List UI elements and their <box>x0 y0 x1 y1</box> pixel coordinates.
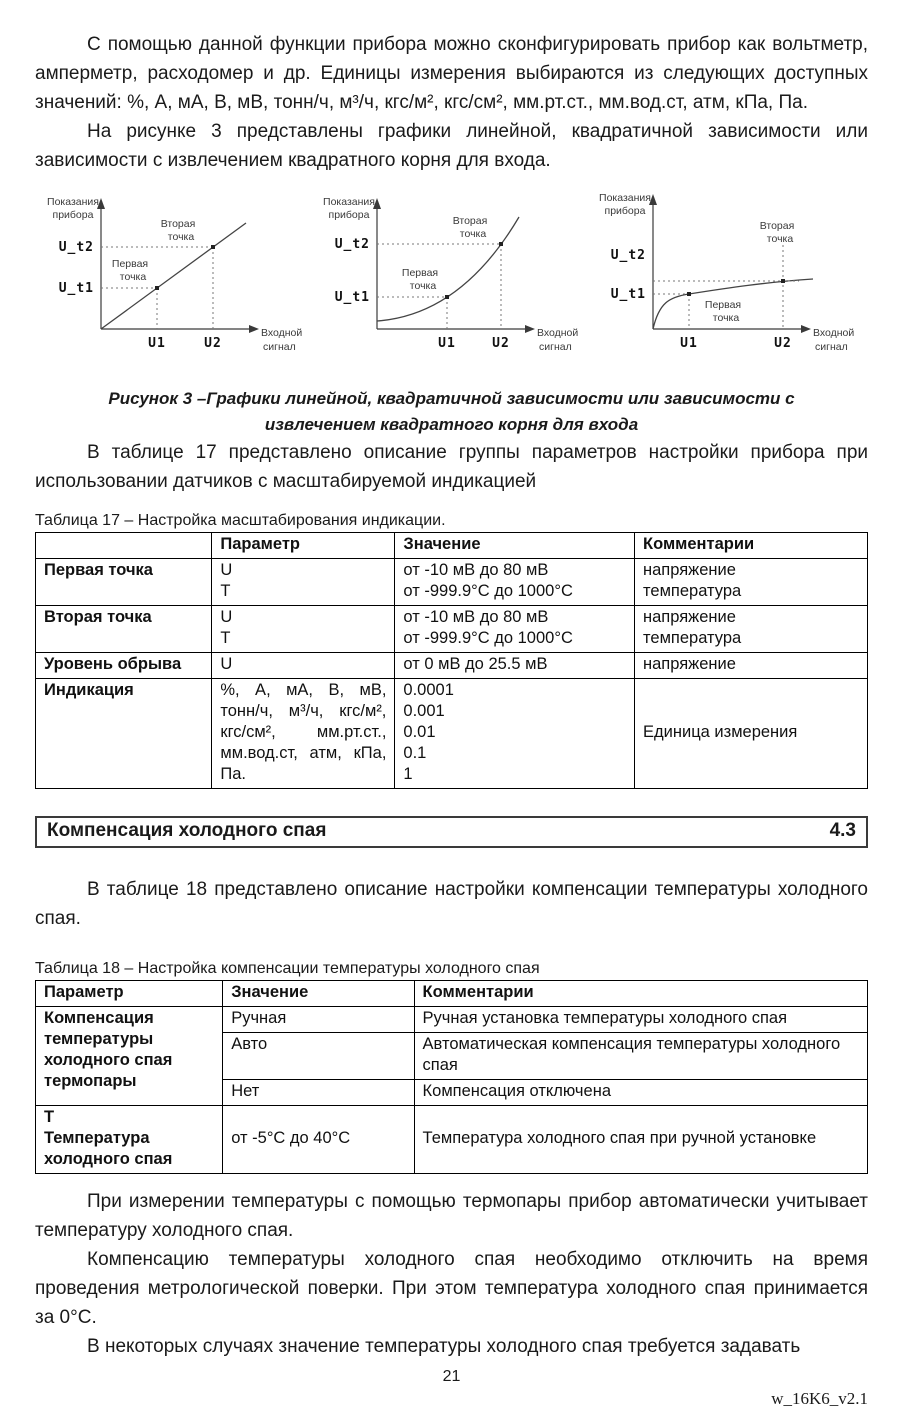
header-cell-value: Значение <box>395 533 635 559</box>
second-point-marker <box>211 245 215 249</box>
svg-text:сигнал: сигнал <box>262 341 296 353</box>
header-cell-empty <box>36 533 212 559</box>
cell-comment: напряжение <box>635 653 868 679</box>
quadratic-curve <box>377 217 519 321</box>
x-axis-arrow-icon <box>525 325 535 333</box>
first-point-label: Первая <box>111 258 148 270</box>
seg-u2: U2 <box>203 336 222 351</box>
svg-text:прибора: прибора <box>52 209 93 221</box>
header-cell-param: Параметр <box>36 981 223 1007</box>
second-point-marker <box>499 242 503 246</box>
section-header-4-3 <box>35 816 868 848</box>
svg-text:прибора: прибора <box>604 205 645 217</box>
table-row <box>36 1106 868 1174</box>
section-number: 4.3 <box>829 820 856 841</box>
cell-comment: Компенсация отключена <box>414 1080 867 1106</box>
cell-name: Вторая точка <box>36 606 212 653</box>
page-number: 21 <box>442 1368 461 1385</box>
y-axis-label: Показания <box>46 196 99 208</box>
figure-caption: Рисунок 3 –Графики линейной, квадратичной зависимости или зависимости с извлечением квадратного корня для входа <box>108 389 795 434</box>
svg-text:точка: точка <box>119 271 146 283</box>
seg-u-t2: U_t2 <box>58 240 94 255</box>
x-axis-arrow-icon <box>249 325 259 333</box>
second-point-label: Вторая <box>160 218 195 230</box>
cell-value: от -10 мВ до 80 мВ от -999.9°С до 1000°С <box>395 559 635 606</box>
table-row <box>36 679 868 789</box>
cell-name: Уровень обрыва <box>36 653 212 679</box>
seg-u1: U1 <box>147 336 166 351</box>
y-axis-label: Показания <box>598 192 651 204</box>
paragraph-manual-setting: В некоторых случаях значение температуры холодного спая требуется задавать <box>87 1336 801 1357</box>
cell-param: U T <box>212 606 395 653</box>
first-point-marker <box>155 286 159 290</box>
seg-u-t2: U_t2 <box>610 248 646 263</box>
x-axis-label: Входной <box>812 327 854 339</box>
second-point-marker <box>781 279 785 283</box>
cell-value: от -10 мВ до 80 мВ от -999.9°С до 1000°С <box>395 606 635 653</box>
seg-u2: U2 <box>773 336 792 351</box>
seg-u1: U1 <box>437 336 456 351</box>
section-title: Компенсация холодного спая <box>47 820 327 841</box>
cell-param: Т Температура холодного спая <box>36 1106 223 1174</box>
paragraph-units: С помощью данной функции прибора можно сконфигурировать прибор как вольтметр, амперметр, расходомер и др. Единицы измерения выбираются из следующих доступных значений: %, А, мА, В, мВ, тонн/ч, м³/ч, кгс/м², кгс/см², мм.рт.ст., мм.вод.ст, атм, кПа, Па. <box>35 34 868 113</box>
cell-value: от -5°С до 40°С <box>223 1106 414 1174</box>
graph-quadratic <box>317 187 587 372</box>
cell-group-param: Компенсация температуры холодного спая термопары <box>36 1007 223 1106</box>
paragraph-thermocouple: При измерении температуры с помощью термопары прибор автоматически учитывает температуру холодного спая. <box>35 1191 868 1241</box>
second-point-label: Вторая <box>452 215 487 227</box>
cell-value: 0.0001 0.001 0.01 0.1 1 <box>395 679 635 789</box>
svg-text:сигнал: сигнал <box>538 341 572 353</box>
paragraph-metrology: Компенсацию температуры холодного спая необходимо отключить на время проведения метрологической поверки. При этом температура холодного спая принимается за 0°С. <box>35 1249 868 1328</box>
cell-param: U T <box>212 559 395 606</box>
cell-name: Первая точка <box>36 559 212 606</box>
first-point-marker <box>445 295 449 299</box>
header-cell-value: Значение <box>223 981 414 1007</box>
seg-u-t2: U_t2 <box>334 237 370 252</box>
header-cell-comment: Комментарии <box>414 981 867 1007</box>
second-point-label: Вторая <box>759 220 794 232</box>
header-cell-comment: Комментарии <box>635 533 868 559</box>
first-point-label: Первая <box>704 299 741 311</box>
cell-name: Индикация <box>36 679 212 789</box>
table17-label: Таблица 17 – Настройка масштабирования индикации. <box>35 512 446 529</box>
table-row <box>36 1007 868 1033</box>
first-point-marker <box>687 292 691 296</box>
table18 <box>35 980 868 1174</box>
table18-label: Таблица 18 – Настройка компенсации температуры холодного спая <box>35 960 540 977</box>
first-point-label: Первая <box>401 267 438 279</box>
svg-text:точка: точка <box>409 280 436 292</box>
table-header-row <box>36 981 868 1007</box>
cell-value: от 0 мВ до 25.5 мВ <box>395 653 635 679</box>
cell-comment: напряжение температура <box>635 606 868 653</box>
table-header-row <box>36 533 868 559</box>
svg-text:точка: точка <box>766 233 793 245</box>
svg-text:точка: точка <box>459 228 486 240</box>
seg-u2: U2 <box>491 336 510 351</box>
svg-text:точка: точка <box>712 312 739 324</box>
cell-comment: Единица измерения <box>635 679 868 789</box>
seg-u-t1: U_t1 <box>334 290 370 305</box>
table-row <box>36 606 868 653</box>
svg-text:точка: точка <box>167 231 194 243</box>
cell-comment: Автоматическая компенсация температуры холодного спая <box>414 1033 867 1080</box>
svg-text:сигнал: сигнал <box>814 341 848 353</box>
graph-linear <box>41 187 311 372</box>
cell-value: Ручная <box>223 1007 414 1033</box>
cell-param: %, А, мА, В, мВ, тонн/ч, м³/ч, кгс/м², кгс/см², мм.рт.ст., мм.вод.ст, атм, кПа, Па. <box>212 679 395 789</box>
table-row <box>36 559 868 606</box>
svg-text:прибора: прибора <box>328 209 369 221</box>
seg-u-t1: U_t1 <box>58 281 94 296</box>
graph-square-root <box>593 187 863 372</box>
table-row <box>36 653 868 679</box>
header-cell-param: Параметр <box>212 533 395 559</box>
cell-value: Нет <box>223 1080 414 1106</box>
paragraph-figure-intro: На рисунке 3 представлены графики линейной, квадратичной зависимости или зависимости с извлечением квадратного корня для входа. <box>35 121 868 171</box>
seg-u1: U1 <box>679 336 698 351</box>
cell-comment: Температура холодного спая при ручной установке <box>414 1106 867 1174</box>
cell-comment: Ручная установка температуры холодного спая <box>414 1007 867 1033</box>
x-axis-label: Входной <box>260 327 302 339</box>
cell-value: Авто <box>223 1033 414 1080</box>
figure-3 <box>35 187 868 372</box>
x-axis-label: Входной <box>536 327 578 339</box>
paragraph-table18-intro: В таблице 18 представлено описание настройки компенсации температуры холодного спая. <box>35 879 868 929</box>
document-version: w_16K6_v2.1 <box>771 1389 868 1408</box>
y-axis-label: Показания <box>322 196 375 208</box>
cell-param: U <box>212 653 395 679</box>
paragraph-table17-intro: В таблице 17 представлено описание группы параметров настройки прибора при использовании датчиков с масштабируемой индикацией <box>35 442 868 492</box>
seg-u-t1: U_t1 <box>610 287 646 302</box>
cell-comment: напряжение температура <box>635 559 868 606</box>
x-axis-arrow-icon <box>801 325 811 333</box>
table17 <box>35 532 868 789</box>
